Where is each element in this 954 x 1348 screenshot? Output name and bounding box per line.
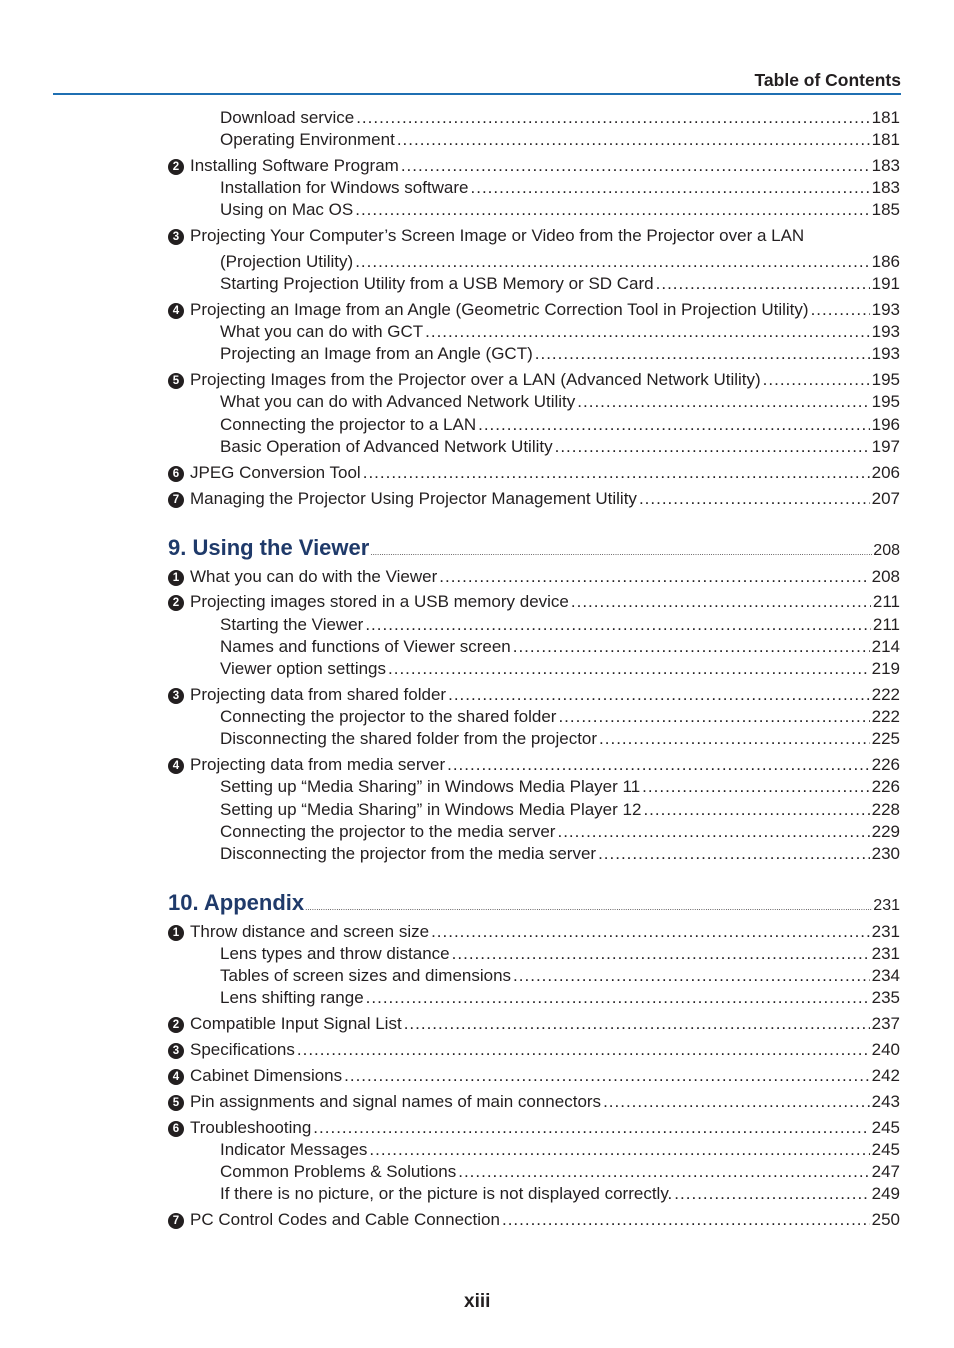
toc-entry-label: Throw distance and screen size: [190, 922, 430, 941]
section-heading[interactable]: [168, 535, 900, 565]
toc-entry-page: 242: [871, 1066, 900, 1085]
toc-entry[interactable]: [0, 843, 954, 865]
toc-entry-page: 185: [871, 200, 900, 219]
toc-entry-page: 240: [871, 1040, 900, 1059]
toc-entry[interactable]: [0, 684, 954, 706]
dot-leader: [603, 1091, 870, 1113]
dot-leader: [425, 321, 869, 343]
toc-entry-page: 235: [871, 988, 900, 1007]
number-badge-icon: 3: [168, 688, 184, 704]
dot-leader: [388, 658, 870, 680]
toc-entry-label: (Projection Utility): [220, 252, 354, 271]
toc-entry-label: Projecting Images from the Projector over a LAN (Advanced Network Utility): [190, 370, 761, 389]
dot-leader: [535, 343, 870, 365]
dot-leader: [471, 177, 870, 199]
toc-entry[interactable]: [0, 299, 954, 321]
toc-entry[interactable]: [0, 1065, 954, 1087]
toc-entry-page: 183: [871, 178, 900, 197]
dot-leader: [577, 391, 869, 413]
toc-entry-label: Names and functions of Viewer screen: [220, 637, 511, 656]
toc-entry-label: Cabinet Dimensions: [190, 1066, 343, 1085]
toc-entry[interactable]: [0, 614, 954, 636]
dot-leader: [513, 965, 870, 987]
toc-entry-label: Lens shifting range: [220, 988, 364, 1007]
toc-entry-label: Setting up “Media Sharing” in Windows Media Player 12: [220, 800, 642, 819]
toc-entry-page: 186: [871, 252, 900, 271]
toc-entry[interactable]: [0, 636, 954, 658]
toc-entry[interactable]: [0, 591, 954, 613]
toc-entry[interactable]: [0, 965, 954, 987]
toc-entry-label: Connecting the projector to the shared folder: [220, 707, 557, 726]
toc-entry-label: Installation for Windows software: [220, 178, 469, 197]
toc-entry-label: Projecting data from media server: [190, 755, 446, 774]
toc-entry-page: 245: [871, 1140, 900, 1159]
toc-entry-label: Operating Environment: [220, 130, 395, 149]
toc-entry[interactable]: [0, 1091, 954, 1113]
toc-entry[interactable]: [0, 391, 954, 413]
toc-entry[interactable]: [0, 1209, 954, 1231]
toc-entry-label: Projecting data from shared folder: [190, 685, 447, 704]
toc-entry-page: 196: [871, 415, 900, 434]
toc-entry[interactable]: [0, 1117, 954, 1139]
toc-entry-page: 181: [871, 130, 900, 149]
toc-entry-page: 228: [871, 800, 900, 819]
section-title: 9. Using the Viewer: [168, 535, 370, 560]
toc-entry-page: 226: [871, 777, 900, 796]
number-badge-icon: 1: [168, 570, 184, 586]
toc-entry-page: 226: [871, 755, 900, 774]
section-page-number: 231: [873, 897, 900, 914]
toc-entry[interactable]: [0, 1139, 954, 1161]
toc-entry-page: 249: [871, 1184, 900, 1203]
dot-leader: [558, 706, 869, 728]
dot-leader: [439, 566, 869, 588]
toc-entry[interactable]: [0, 129, 954, 151]
toc-entry[interactable]: [0, 821, 954, 843]
toc-entry[interactable]: [0, 921, 954, 943]
toc-entry-page: 222: [871, 707, 900, 726]
dot-leader: [599, 728, 870, 750]
dot-leader: [397, 129, 870, 151]
toc-entry-page: 195: [871, 370, 900, 389]
dot-leader: [356, 107, 869, 129]
toc-entry-page: 183: [871, 156, 900, 175]
toc-entry-page: 181: [871, 108, 900, 127]
dot-leader: [447, 754, 870, 776]
toc-entry-label: What you can do with GCT: [220, 322, 424, 341]
toc-entry-label: Common Problems & Solutions: [220, 1162, 457, 1181]
dot-leader: [643, 799, 869, 821]
toc-entry[interactable]: [0, 273, 954, 295]
number-badge-icon: 5: [168, 1095, 184, 1111]
number-badge-icon: 2: [168, 595, 184, 611]
toc-entry-page: 237: [871, 1014, 900, 1033]
toc-entry[interactable]: [0, 987, 954, 1009]
toc-entry-label: What you can do with Advanced Network Utility: [220, 392, 576, 411]
toc-entry[interactable]: [0, 706, 954, 728]
toc-entry[interactable]: [0, 776, 954, 798]
dot-leader: [369, 1139, 869, 1161]
number-badge-icon: 2: [168, 159, 184, 175]
toc-entry-page: 222: [871, 685, 900, 704]
dot-leader: [355, 251, 869, 273]
toc-entry-label: Setting up “Media Sharing” in Windows Media Player 11: [220, 777, 641, 796]
dot-leader: [639, 488, 870, 510]
toc-entry[interactable]: [0, 1039, 954, 1061]
dot-leader: [513, 636, 870, 658]
toc-entry-page: 193: [871, 322, 900, 341]
number-badge-icon: 4: [168, 303, 184, 319]
toc-entry[interactable]: [0, 414, 954, 436]
dot-leader: [642, 776, 869, 798]
toc-entry-label: If there is no picture, or the picture is not displayed correctly.: [220, 1184, 673, 1203]
number-badge-icon: 5: [168, 373, 184, 389]
dot-leader: [365, 614, 871, 636]
toc-entry[interactable]: [0, 943, 954, 965]
toc-entry-page: 211: [872, 592, 900, 611]
dot-leader: [557, 821, 869, 843]
number-badge-icon: 7: [168, 492, 184, 508]
toc-entry-label: Basic Operation of Advanced Network Utility: [220, 437, 553, 456]
toc-entry-label: Projecting Your Computer’s Screen Image or Video from the Projector over a LAN: [190, 226, 805, 245]
dot-leader: [431, 921, 870, 943]
dot-leader: [305, 903, 872, 912]
toc-entry-page: 214: [871, 637, 900, 656]
toc-entry-page: 247: [871, 1162, 900, 1181]
toc-entry-label: Starting the Viewer: [220, 615, 364, 634]
toc-entry-page: 219: [871, 659, 900, 678]
toc-entry-label: Using on Mac OS: [220, 200, 354, 219]
toc-entry[interactable]: [0, 199, 954, 221]
toc-entry-page: 191: [871, 274, 900, 293]
toc-entry-page: 208: [871, 567, 900, 586]
toc-entry-label: Viewer option settings: [220, 659, 387, 678]
toc-entry-page: 193: [871, 300, 900, 319]
number-badge-icon: 6: [168, 466, 184, 482]
dot-leader: [401, 155, 870, 177]
toc-entry[interactable]: [0, 799, 954, 821]
toc-entry[interactable]: [0, 728, 954, 750]
dot-leader: [355, 199, 869, 221]
toc-entry-page: 234: [871, 966, 900, 985]
number-badge-icon: 6: [168, 1121, 184, 1137]
toc-entry[interactable]: [0, 462, 954, 484]
number-badge-icon: 4: [168, 1069, 184, 1085]
section-title: 10. Appendix: [168, 890, 305, 915]
toc-entry-label: Projecting images stored in a USB memory device: [190, 592, 569, 611]
running-header-title: Table of Contents: [754, 70, 901, 90]
dot-leader: [555, 436, 870, 458]
toc-entry-label: Starting Projection Utility from a USB Memory or SD Card: [220, 274, 654, 293]
toc-entry-label: Tables of screen sizes and dimensions: [220, 966, 512, 985]
toc-entry-label: Installing Software Program: [190, 156, 399, 175]
dot-leader: [344, 1065, 869, 1087]
toc-entry-label: Pin assignments and signal names of main connectors: [190, 1092, 602, 1111]
toc-entry[interactable]: [0, 754, 954, 776]
toc-entry-page: 195: [871, 392, 900, 411]
toc-entry-label: PC Control Codes and Cable Connection: [190, 1210, 500, 1229]
toc-entry[interactable]: [0, 1183, 954, 1205]
toc-entry[interactable]: [0, 488, 954, 510]
toc-entry[interactable]: [0, 155, 954, 177]
dot-leader: [811, 299, 870, 321]
dot-leader: [656, 273, 870, 295]
toc-entry[interactable]: [0, 1013, 954, 1035]
toc-entry-page: 207: [871, 489, 900, 508]
toc-entry-page: 193: [871, 344, 900, 363]
toc-entry[interactable]: [0, 566, 954, 588]
number-badge-icon: 3: [168, 229, 184, 245]
page-number: xiii: [464, 1291, 491, 1312]
toc-entry-page: 225: [871, 729, 900, 748]
toc-entry[interactable]: [0, 321, 954, 343]
section-heading[interactable]: [168, 890, 900, 920]
toc-entry-page: 231: [871, 944, 900, 963]
dot-leader: [763, 369, 870, 391]
toc-entry[interactable]: [0, 177, 954, 199]
dot-leader: [478, 414, 870, 436]
number-badge-icon: 7: [168, 1213, 184, 1229]
number-badge-icon: 4: [168, 758, 184, 774]
toc-entry-label: Projecting an Image from an Angle (Geometric Correction Tool in Projection Utility): [190, 300, 809, 319]
toc-entry-label: Projecting an Image from an Angle (GCT): [220, 344, 533, 363]
toc-entry[interactable]: [0, 251, 954, 273]
toc-entry-label: Disconnecting the projector from the media server: [220, 844, 597, 863]
toc-entry[interactable]: [0, 225, 954, 247]
number-badge-icon: 1: [168, 925, 184, 941]
dot-leader: [297, 1039, 870, 1061]
toc-entry-page: 197: [871, 437, 900, 456]
dot-leader: [571, 591, 871, 613]
dot-leader: [674, 1183, 869, 1205]
dot-leader: [598, 843, 870, 865]
toc-entry-label: Compatible Input Signal List: [190, 1014, 402, 1033]
dot-leader: [502, 1209, 870, 1231]
number-badge-icon: 3: [168, 1043, 184, 1059]
toc-entry-label: Connecting the projector to the media server: [220, 822, 556, 841]
toc-entry-page: 250: [871, 1210, 900, 1229]
toc-entry-page: 211: [872, 615, 900, 634]
toc-entry-label: Download service: [220, 108, 355, 127]
toc-entry-label: Lens types and throw distance: [220, 944, 450, 963]
toc-entry-page: 243: [871, 1092, 900, 1111]
dot-leader: [458, 1161, 869, 1183]
number-badge-icon: 2: [168, 1017, 184, 1033]
section-page-number: 208: [873, 542, 900, 559]
toc-entry[interactable]: [0, 107, 954, 129]
dot-leader: [363, 462, 870, 484]
toc-entry-label: Indicator Messages: [220, 1140, 368, 1159]
toc-entry-page: 245: [871, 1118, 900, 1137]
toc-entry-label: Managing the Projector Using Projector Management Utility: [190, 489, 637, 508]
dot-leader: [404, 1013, 870, 1035]
toc-entry[interactable]: [0, 1161, 954, 1183]
toc-entry[interactable]: [0, 369, 954, 391]
toc-entry[interactable]: [0, 658, 954, 680]
dot-leader: [452, 943, 870, 965]
toc-entry-label: JPEG Conversion Tool: [190, 463, 361, 482]
toc-entry-page: 206: [871, 463, 900, 482]
dot-leader: [313, 1117, 869, 1139]
dot-leader: [366, 987, 870, 1009]
toc-entry[interactable]: [0, 343, 954, 365]
toc-entry-page: 231: [871, 922, 900, 941]
dot-leader: [370, 548, 872, 557]
toc-entry-label: Connecting the projector to a LAN: [220, 415, 477, 434]
toc-entry-label: Specifications: [190, 1040, 295, 1059]
toc-entry-label: Troubleshooting: [190, 1118, 312, 1137]
dot-leader: [448, 684, 870, 706]
toc-entry-label: What you can do with the Viewer: [190, 567, 438, 586]
toc-entry-page: 230: [871, 844, 900, 863]
header-rule: [53, 93, 901, 95]
toc-entry-page: 229: [871, 822, 900, 841]
toc-entry-label: Disconnecting the shared folder from the projector: [220, 729, 598, 748]
toc-entry[interactable]: [0, 436, 954, 458]
